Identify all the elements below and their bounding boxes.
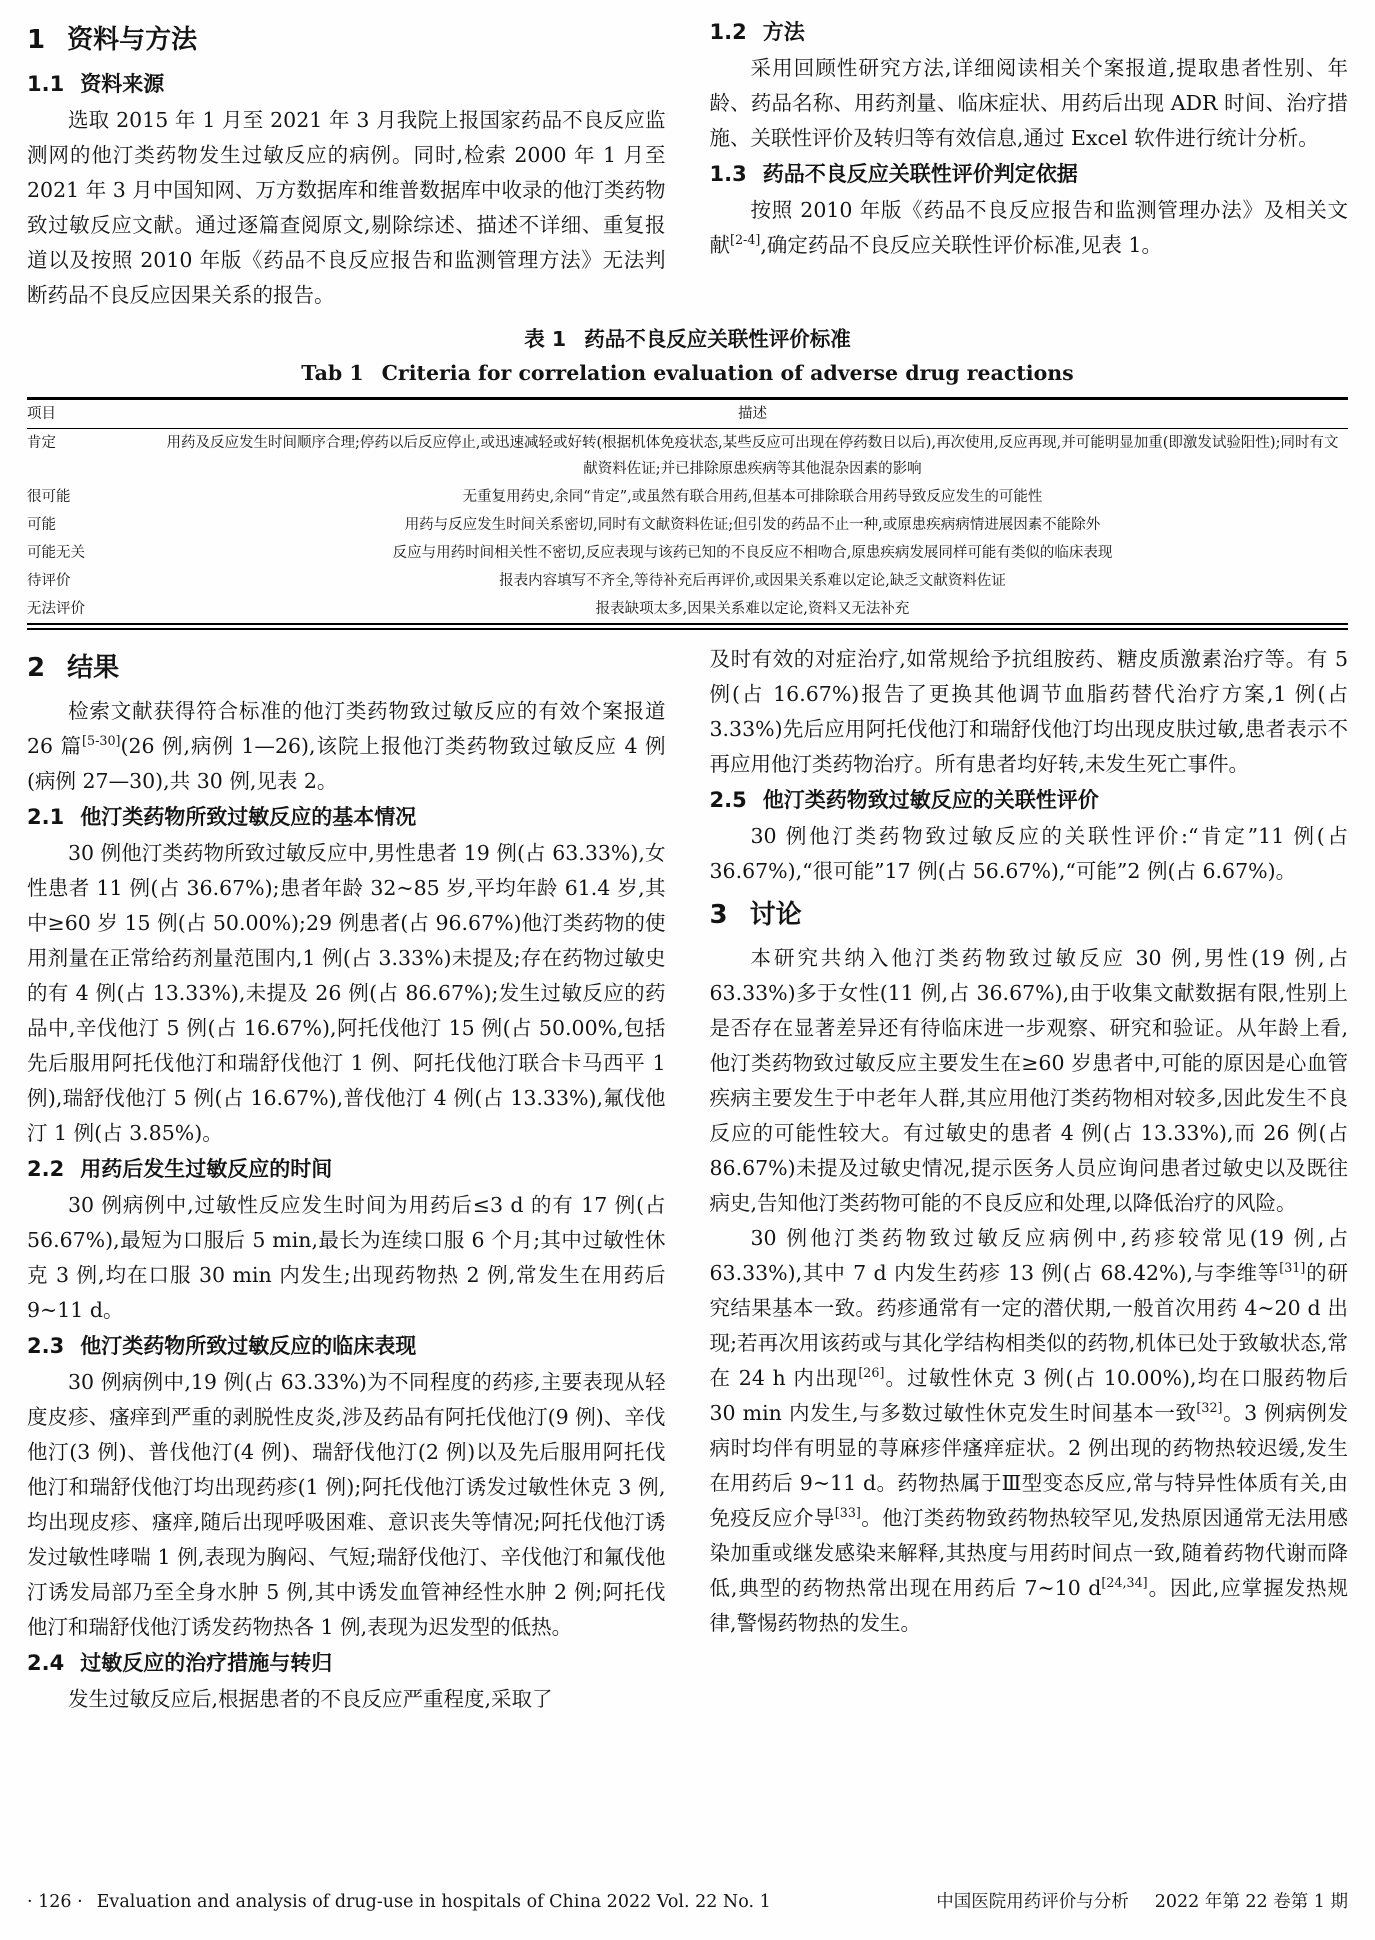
table-cell-item: 很可能	[27, 489, 71, 505]
table1-caption-en	[27, 355, 1348, 391]
table-row	[27, 539, 1348, 567]
subsection-heading-data-source	[27, 66, 666, 103]
section-number: 2	[27, 653, 46, 683]
subsection-heading-clinical-manifestation	[27, 1328, 666, 1365]
paragraph-data-source: 选取 2015 年 1 月至 2021 年 3 月我院上报国家药品不良反应监测网的他汀类药物发生过敏反应的病例。同时,检索 2000 年 1 月至 2021 年 3 月中国知网、万方数据库和维普数据库中收录的他汀类药物致过敏反应文献。通过逐篇查阅原文,剔除综述、描述不详细、重复报道以及按照 2010 年版《药品不良反应报告和监测管理方法》无法判断药品不良反应因果关系的报告。	[27, 108, 666, 307]
subsection-number: 1.1	[27, 72, 65, 96]
subsection-number: 2.3	[27, 1334, 65, 1358]
paragraph-discussion-1: 本研究共纳入他汀类药物致过敏反应 30 例,男性(19 例,占 63.33%)多于女性(11 例,占 36.67%),由于收集文献数据有限,性别上是否存在显著差异还有待临床进一步观察、研究和验证。从年龄上看,他汀类药物致过敏反应主要发生在≥60 岁患者中,可能的原因是心血管疾病主要发生于中老年人群,其应用他汀类药物相对较多,因此发生不良反应的可能性较大。有过敏史的患者 4 例(占 13.33%),而 26 例(占 86.67%)未提及过敏史情况,提示医务人员应询问患者过敏史以及既往病史,告知他汀类药物可能的不良反应和处理,以降低治疗的风险。	[709, 946, 1348, 1215]
subsection-number: 2.2	[27, 1157, 65, 1181]
section-heading-materials-methods	[27, 20, 666, 60]
table-cell-item: 无法评价	[27, 601, 85, 617]
section-number: 1	[27, 25, 46, 55]
subsection-title: 他汀类药物所致过敏反应的基本情况	[80, 805, 417, 829]
subsection-heading-reaction-time	[27, 1151, 666, 1188]
table-cell-item: 可能	[27, 517, 56, 533]
subsection-title: 用药后发生过敏反应的时间	[80, 1157, 333, 1181]
section-title: 资料与方法	[67, 25, 198, 55]
table1-header-item: 项目	[27, 399, 157, 429]
journal-title-en: Evaluation and analysis of drug-use in hospitals of China 2022 Vol. 22 No. 1	[96, 1892, 771, 1912]
paragraph-clinical-manifestation: 30 例病例中,19 例(占 63.33%)为不同程度的药疹,主要表现从轻度皮疹、瘙痒到严重的剥脱性皮炎,涉及药品有阿托伐他汀(9 例)、辛伐他汀(3 例)、普伐他汀(4 例)、瑞舒伐他汀(2 例)以及先后服用阿托伐他汀和瑞舒伐他汀均出现药疹(1 例);阿托伐他汀诱发过敏性休克 3 例,均出现皮疹、瘙痒,随后出现呼吸困难、意识丧失等情况;阿托伐他汀诱发过敏性哮喘 1 例,表现为胸闷、气短;瑞舒伐他汀、辛伐他汀和氟伐他汀诱发局部乃至全身水肿 5 例,其中诱发血管神经性水肿 2 例;阿托伐他汀和瑞舒伐他汀诱发药物热各 1 例,表现为迟发型的低热。	[27, 1370, 666, 1639]
section-heading-results	[27, 648, 666, 688]
top-columns	[27, 14, 1348, 313]
table-cell-desc: 反应与用药时间相关性不密切,反应表现与该药已知的不良反应不相吻合,原患疾病发展同样可能有类似的临床表现	[392, 545, 1113, 561]
subsection-title: 方法	[762, 20, 805, 44]
table-cell-desc: 报表内容填写不齐全,等待补充后再评价,或因果关系难以定论,缺乏文献资料佐证	[499, 573, 1006, 589]
table-cell-desc: 报表缺项太多,因果关系难以定论,资料又无法补充	[595, 601, 910, 617]
bottom-columns	[27, 642, 1348, 1717]
paragraph-adr-criteria: 按照 2010 年版《药品不良反应报告和监测管理办法》及相关文献[2-4],确定药品不良反应关联性评价标准,见表 1。	[709, 198, 1348, 257]
table-cell-item: 待评价	[27, 573, 71, 589]
paragraph-results-overview: 检索文献获得符合标准的他汀类药物致过敏反应的有效个案报道 26 篇[5-30](26 例,病例 1—26),该院上报他汀类药物致过敏反应 4 例(病例 27—30),共 30 例,见表 2。	[27, 699, 666, 793]
page-number: · 126 ·	[27, 1892, 83, 1912]
table-row	[27, 595, 1348, 624]
bottom-right-column	[710, 642, 1349, 1717]
table1-rule-wrap	[27, 397, 1348, 630]
paragraph-reaction-time: 30 例病例中,过敏性反应发生时间为用药后≤3 d 的有 17 例(占 56.67%),最短为口服后 5 min,最长为连续口服 6 个月;其中过敏性休克 3 例,均在口服 30 min 内发生;出现药物热 2 例,常发生在用药后 9~11 d。	[27, 1193, 666, 1322]
top-left-column	[27, 14, 666, 313]
subsection-number: 1.2	[709, 20, 747, 44]
table-cell-item: 肯定	[27, 435, 56, 451]
subsection-heading-methods	[710, 14, 1349, 51]
paragraph-treatment-start: 发生过敏反应后,根据患者的不良反应严重程度,采取了	[68, 1687, 553, 1711]
footer-right	[936, 1890, 1348, 1914]
subsection-number: 1.3	[709, 162, 747, 186]
paragraph-methods: 采用回顾性研究方法,详细阅读相关个案报道,提取患者性别、年龄、药品名称、用药剂量、临床症状、用药后出现 ADR 时间、治疗措施、关联性评价及转归等有效信息,通过 Excel 软件进行统计分析。	[709, 56, 1348, 150]
paragraph-treatment-continued: 及时有效的对症治疗,如常规给予抗组胺药、糖皮质激素治疗等。有 5 例(占 16.67%)报告了更换其他调节血脂药替代治疗方案,1 例(占 3.33%)先后应用阿托伐他汀和瑞舒伐他汀均出现皮肤过敏,患者表示不再应用他汀类药物治疗。所有患者均好转,未发生死亡事件。	[709, 647, 1348, 776]
table-cell-item: 可能无关	[27, 545, 85, 561]
subsection-heading-adr-criteria	[710, 156, 1349, 193]
table-cell-desc: 用药与反应发生时间关系密切,同时有文献资料佐证;但引发的药品不止一种,或原患疾病病情进展因素不能除外	[404, 517, 1101, 533]
table1-header-row	[27, 399, 1348, 429]
paragraph-basic-info: 30 例他汀类药物所致过敏反应中,男性患者 19 例(占 63.33%),女性患者 11 例(占 36.67%);患者年龄 32~85 岁,平均年龄 61.4 岁,其中≥60 岁 15 例(占 50.00%);29 例患者(占 96.67%)他汀类药物的使用剂量在正常给药剂量范围内,1 例(占 3.33%)未提及;存在药物过敏史的有 4 例(占 13.33%),未提及 26 例(占 86.67%);发生过敏反应的药品中,辛伐他汀 5 例(占 16.67%),阿托伐他汀 15 例(占 50.00%,包括先后服用阿托伐他汀和瑞舒伐他汀 1 例、阿托伐他汀联合卡马西平 1 例),瑞舒伐他汀 5 例(占 16.67%),普伐他汀 4 例(占 13.33%),氟伐他汀 1 例(占 3.85%)。	[27, 841, 666, 1145]
subsection-number: 2.1	[27, 805, 65, 829]
section-title: 讨论	[749, 900, 802, 930]
table1-label-en: Tab 1	[301, 361, 364, 385]
table1	[27, 397, 1348, 625]
subsection-number: 2.5	[709, 788, 747, 812]
subsection-title: 资料来源	[80, 72, 165, 96]
table1-caption-zh	[27, 323, 1348, 355]
page-footer	[27, 1890, 1348, 1914]
subsection-title: 他汀类药物致过敏反应的关联性评价	[762, 788, 1099, 812]
table1-block	[27, 323, 1348, 630]
subsection-heading-correlation-evaluation	[710, 782, 1349, 819]
table-cell-desc: 无重复用药史,余同“肯定”,或虽然有联合用药,但基本可排除联合用药导致反应发生的可能性	[462, 489, 1043, 505]
subsection-heading-basic-info	[27, 799, 666, 836]
paragraph-discussion-2: 30 例他汀类药物致过敏反应病例中,药疹较常见(19 例,占 63.33%),其中 7 d 内发生药疹 13 例(占 68.42%),与李维等[31]的研究结果基本一致。药疹通常有一定的潜伏期,一般首次用药 4~20 d 出现;若再次用该药或与其化学结构相类似的药物,机体已处于致敏状态,常在 24 h 内出现[26]。过敏性休克 3 例(占 10.00%),均在口服药物后 30 min 内发生,与多数过敏性休克发生时间基本一致[32]。3 例病例发病时均伴有明显的荨麻疹伴瘙痒症状。2 例出现的药物热较迟缓,发生在用药后 9~11 d。药物热属于Ⅲ型变态反应,常与特异性体质有关,由免疫反应介导[33]。他汀类药物致药物热较罕见,发热原因通常无法用感染加重或继发感染来解释,其热度与用药时间点一致,随着药物代谢而降低,典型的药物热常出现在用药后 7~10 d[24,34]。因此,应掌握发热规律,警惕药物热的发生。	[709, 1226, 1348, 1635]
paragraph-correlation-evaluation: 30 例他汀类药物致过敏反应的关联性评价:“肯定”11 例(占 36.67%),“很可能”17 例(占 56.67%),“可能”2 例(占 6.67%)。	[709, 824, 1348, 883]
table-row	[27, 511, 1348, 539]
bottom-left-column	[27, 642, 666, 1717]
table-row	[27, 429, 1348, 484]
journal-title-zh: 中国医院用药评价与分析	[936, 1892, 1129, 1912]
table1-title-en: Criteria for correlation evaluation of adverse drug reactions	[381, 361, 1074, 385]
table-row	[27, 483, 1348, 511]
subsection-heading-treatment-outcome	[27, 1645, 666, 1682]
subsection-title: 药品不良反应关联性评价判定依据	[762, 162, 1078, 186]
journal-issue: 2022 年第 22 卷第 1 期	[1154, 1892, 1348, 1912]
table1-header-desc: 描述	[157, 399, 1348, 429]
section-title: 结果	[67, 653, 120, 683]
subsection-title: 过敏反应的治疗措施与转归	[80, 1651, 333, 1675]
section-heading-discussion	[710, 895, 1349, 935]
table-row	[27, 567, 1348, 595]
subsection-title: 他汀类药物所致过敏反应的临床表现	[80, 1334, 417, 1358]
footer-left	[27, 1890, 771, 1914]
top-right-column	[710, 14, 1349, 313]
table1-title-zh: 药品不良反应关联性评价标准	[584, 327, 851, 351]
table-cell-desc: 用药及反应发生时间顺序合理;停药以后反应停止,或迅速减轻或好转(根据机体免疫状态,某些反应可出现在停药数日以后),再次使用,反应再现,并可能明显加重(即激发试验阳性);同时有文献资料佐证;并已排除原患疾病等其他混杂因素的影响	[166, 435, 1339, 477]
section-number: 3	[709, 900, 728, 930]
table1-label-zh: 表 1	[524, 327, 567, 351]
subsection-number: 2.4	[27, 1651, 65, 1675]
